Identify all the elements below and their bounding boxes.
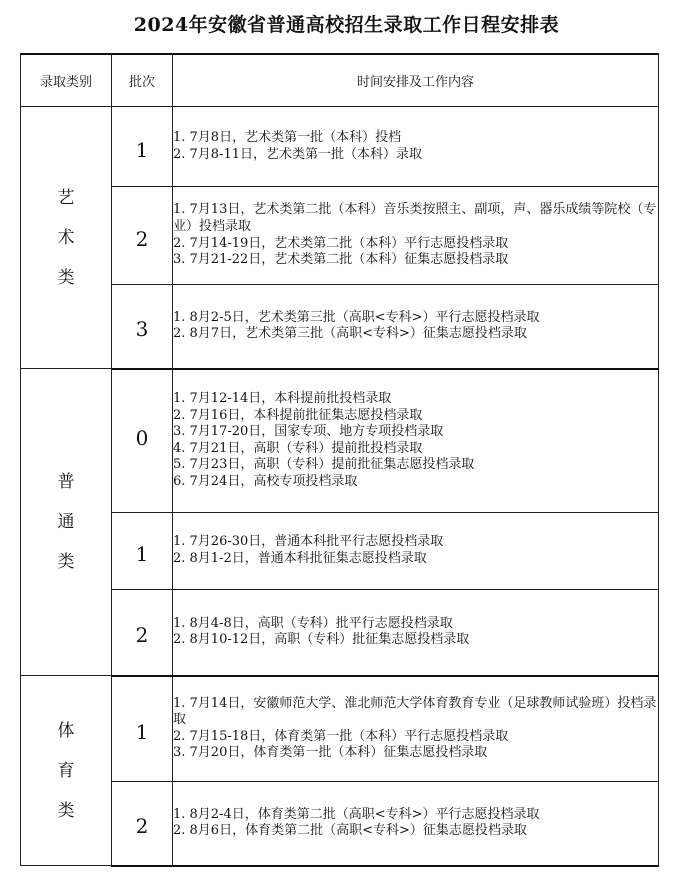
batch-number: 3	[135, 317, 149, 342]
items-cell	[173, 369, 659, 513]
schedule-item: 1. 8月2-4日，体育类第二批（高职<专科>）平行志愿投档录取	[173, 806, 540, 822]
category-char: 育	[57, 760, 75, 781]
batch-cell	[112, 369, 173, 513]
schedule-item: 2. 7月8-11日，艺术类第一批（本科）录取	[173, 146, 423, 162]
batch-number: 0	[135, 425, 149, 450]
table-row	[21, 513, 659, 590]
batch-cell	[112, 187, 173, 285]
schedule-item: 2. 7月15-18日，体育类第一批（本科）平行志愿投档录取	[173, 728, 509, 744]
items-cell	[173, 590, 659, 676]
schedule-table	[20, 53, 659, 867]
batch-number: 2	[135, 814, 149, 839]
schedule-item: 2. 8月7日，艺术类第三批（高职<专科>）征集志愿投档录取	[173, 326, 527, 342]
table-row	[21, 285, 659, 369]
table-row	[21, 369, 659, 513]
category-char: 普	[57, 472, 75, 492]
batch-cell	[112, 676, 173, 782]
table-row	[21, 782, 659, 866]
schedule-item: 2. 8月6日，体育类第二批（高职<专科>）征集志愿投档录取	[173, 823, 527, 839]
schedule-item: 2. 8月10-12日，高职（专科）批征集志愿投档录取	[173, 632, 470, 648]
category-char: 类	[57, 800, 75, 821]
batch-cell	[112, 590, 173, 676]
items-cell	[173, 187, 659, 285]
schedule-item: 1. 7月14日，安徽师范大学、淮北师范大学体育教育专业（足球教师试验班）投档录取	[173, 695, 657, 728]
schedule-item: 3. 7月17-20日，国家专项、地方专项投档录取	[173, 424, 444, 440]
header-batch: 批次	[112, 54, 173, 107]
header-content: 时间安排及工作内容	[173, 54, 659, 107]
schedule-item: 2. 7月14-19日，艺术类第二批（本科）平行志愿投档录取	[173, 235, 509, 251]
schedule-item: 3. 7月20日，体育类第一批（本科）征集志愿投档录取	[173, 745, 488, 761]
items-cell	[173, 513, 659, 590]
table-row	[21, 187, 659, 285]
category-char: 类	[57, 267, 75, 288]
schedule-item: 1. 8月4-8日，高职（专科）批平行志愿投档录取	[173, 615, 453, 631]
schedule-item: 1. 8月2-5日，艺术类第三批（高职<专科>）平行志愿投档录取	[173, 309, 540, 325]
category-char: 类	[57, 552, 75, 572]
table-row	[21, 590, 659, 676]
batch-number: 1	[135, 542, 149, 566]
category-char: 体	[57, 720, 75, 741]
schedule-item: 6. 7月24日，高校专项投档录取	[173, 473, 358, 489]
batch-number: 2	[135, 226, 149, 251]
category-char: 术	[57, 227, 75, 248]
category-char: 艺	[57, 187, 75, 208]
schedule-item: 2. 8月1-2日，普通本科批征集志愿投档录取	[173, 551, 427, 566]
category-char: 通	[57, 512, 75, 532]
batch-cell	[112, 782, 173, 866]
items-cell	[173, 107, 659, 187]
page-title: 2024年安徽省普通高校招生录取工作日程安排表	[133, 14, 560, 36]
table-row	[21, 107, 659, 187]
schedule-item: 1. 7月8日，艺术类第一批（本科）投档	[173, 129, 402, 145]
schedule-item: 2. 7月16日，本科提前批征集志愿投档录取	[173, 407, 423, 423]
batch-cell	[112, 285, 173, 369]
items-cell	[173, 676, 659, 782]
category-cell-sports	[21, 676, 112, 866]
table-row	[21, 676, 659, 782]
category-cell-general	[21, 369, 112, 676]
batch-cell	[112, 513, 173, 590]
category-cell-art	[21, 107, 112, 369]
items-cell	[173, 782, 659, 866]
schedule-item: 3. 7月21-22日，艺术类第二批（本科）征集志愿投档录取	[173, 252, 509, 268]
schedule-item: 4. 7月21日，高职（专科）提前批投档录取	[173, 440, 423, 456]
schedule-item: 1. 7月26-30日，普通本科批平行志愿投档录取	[173, 534, 444, 550]
batch-number: 1	[135, 719, 149, 744]
schedule-item: 1. 7月12-14日，本科提前批投档录取	[173, 390, 392, 406]
batch-cell	[112, 107, 173, 187]
batch-number: 1	[135, 137, 149, 162]
batch-number: 2	[135, 623, 149, 648]
header-category: 录取类别	[21, 54, 112, 107]
table-header-row	[21, 54, 659, 107]
schedule-item: 1. 7月13日，艺术类第二批（本科）音乐类按照主、副项，声、器乐成绩等院校（专业）投档录取	[173, 202, 657, 234]
items-cell	[173, 285, 659, 369]
schedule-item: 5. 7月23日，高职（专科）提前批征集志愿投档录取	[173, 457, 475, 473]
